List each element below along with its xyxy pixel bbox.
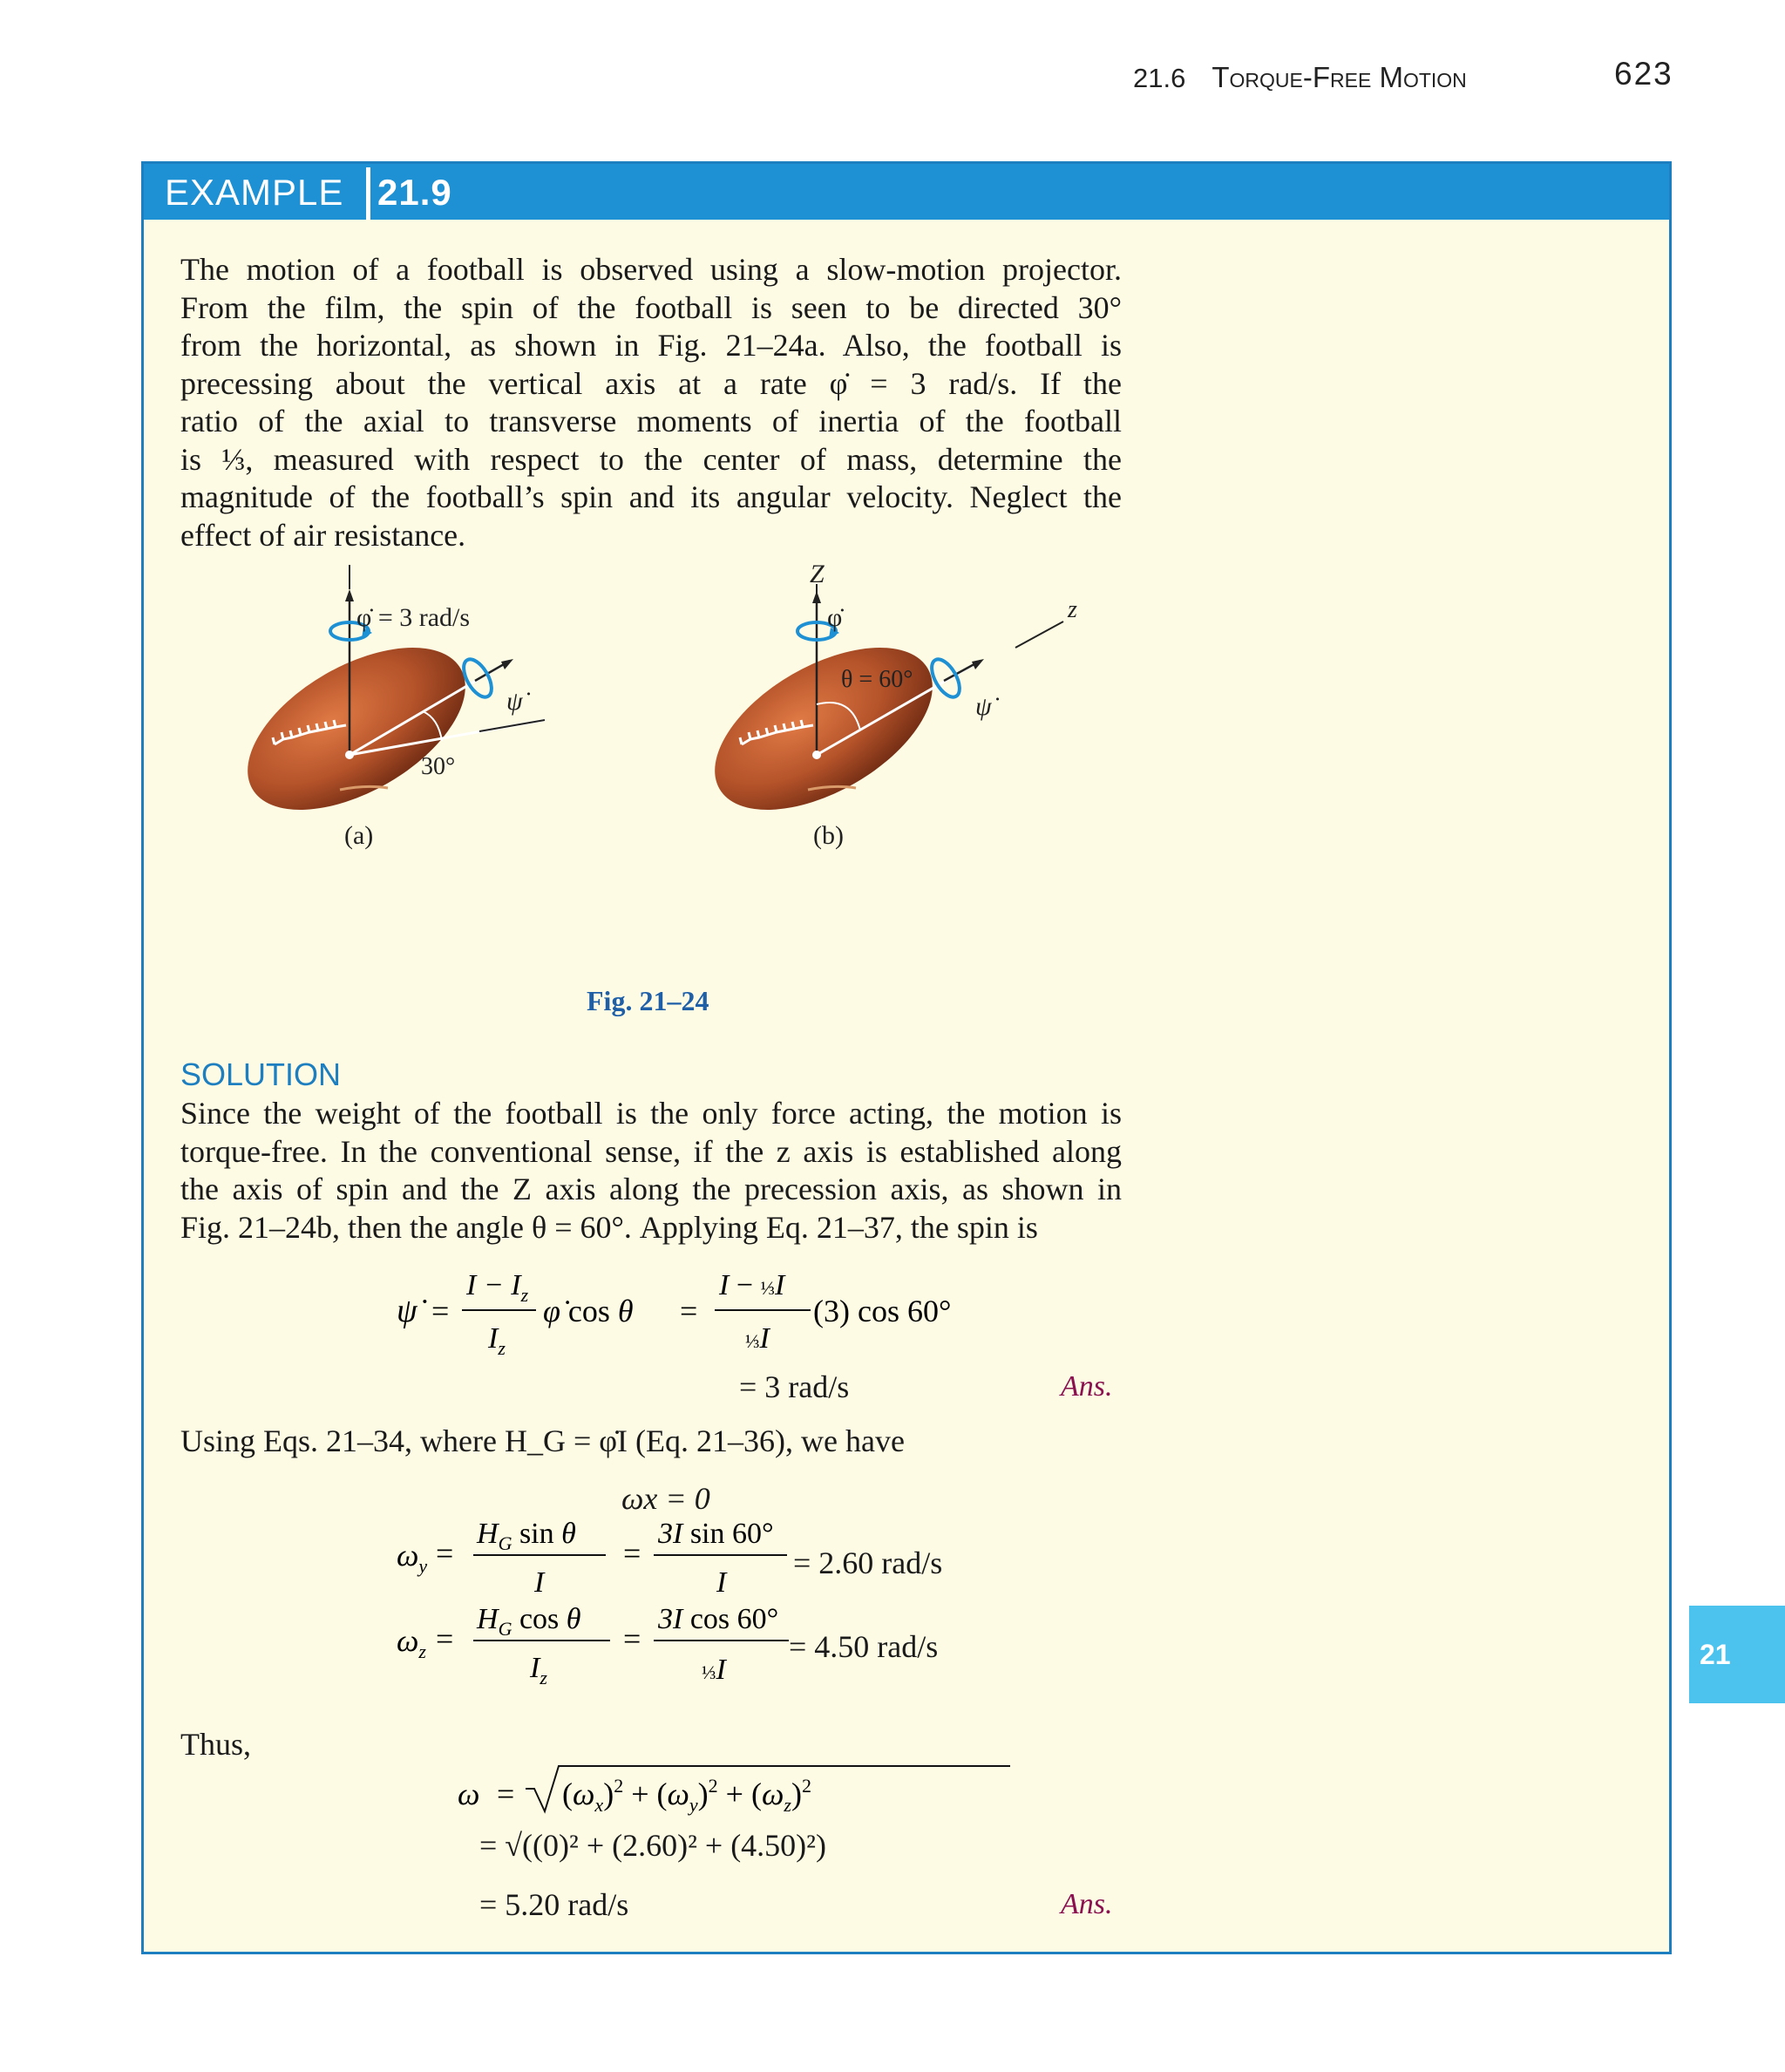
sublabel-b: (b) [813, 821, 844, 850]
omega-x: ωx = 0 [621, 1481, 710, 1516]
omega-y-result: = 2.60 rad/s [793, 1546, 943, 1580]
solution-text [180, 1095, 1122, 1247]
problem-statement [180, 251, 1122, 554]
svg-text:Iz: $I_z$ [488, 1322, 506, 1359]
problem-line: From the film, the spin of the football is seen to be directed 30° [180, 289, 1122, 325]
example-label: EXAMPLE [165, 172, 344, 213]
omega-result: = 5.20 rad/s [479, 1887, 629, 1922]
svg-text:⅓I: ⅓I [745, 1322, 770, 1355]
problem-line: effect of air resistance. [180, 517, 466, 553]
z-label-b: z [1068, 596, 1077, 623]
svg-text:=: = [436, 1621, 454, 1656]
svg-text:Iz: $I_z$ [530, 1652, 547, 1688]
svg-text:=: = [431, 1294, 450, 1328]
sublabel-a: (a) [344, 821, 374, 850]
svg-text:ωz: $\omega_z$ [397, 1623, 426, 1662]
problem-line: precessing about the vertical axis at a rate φ̇ = 3 rad/s. If the [180, 365, 1122, 401]
svg-text:ψ̇: ψ̇ [397, 1293, 417, 1329]
solution-line: the axis of spin and the Z axis along the precession axis, as shown in [180, 1172, 1122, 1206]
theta-label-b: θ = 60° [841, 666, 913, 693]
svg-text:I − ⅓I: I − ⅓I [719, 1269, 785, 1301]
problem-line: ratio of the axial to transverse moments of inertia of the football [180, 404, 1122, 438]
page-number: 623 [1614, 56, 1673, 92]
figure-caption: Fig. 21–24 [587, 985, 709, 1016]
spin-label-b: ψ̇ [975, 692, 992, 721]
problem-line: from the horizontal, as shown in Fig. 21–24a. Also, the football is [180, 328, 1122, 363]
svg-text:=: = [623, 1536, 641, 1571]
solution-line: torque-free. In the conventional sense, if the z axis is established along [180, 1133, 1122, 1169]
solution-line: Fig. 21–24b, then the angle θ = 60°. Applying Eq. 21–37, the spin is [180, 1209, 1038, 1245]
svg-text:φ̇ cos θ: φ̇ cos θ [543, 1294, 634, 1328]
spin-equation [370, 1258, 1155, 1371]
svg-text:(3) cos 60°: (3) cos 60° [813, 1294, 952, 1328]
z-axis-line-b [1015, 622, 1063, 648]
example-box [141, 161, 1672, 1954]
using-line [180, 1423, 1122, 1461]
angle-label-a: 30° [421, 753, 456, 780]
svg-text:HG cos θ: $H_G$ cos θ [477, 1603, 581, 1640]
problem-line: magnitude of the football’s spin and its angular velocity. Neglect the [180, 479, 1122, 514]
omega-magnitude-equation [431, 1761, 1042, 1822]
omega-y-equation [370, 1513, 1155, 1600]
omega-line-2: = √((0)² + (2.60)² + (4.50)²) [479, 1828, 826, 1863]
svg-text:=: = [623, 1621, 641, 1656]
svg-text:3I cos 60°: 3I cos 60° [658, 1603, 779, 1635]
chapter-tab[interactable]: 21 [1689, 1606, 1785, 1703]
football-b [688, 615, 959, 844]
example-title-bar [144, 164, 1669, 220]
figure-21-24 [144, 565, 1190, 983]
answer-marker: Ans. [1061, 1888, 1113, 1920]
svg-text:=: = [497, 1776, 515, 1811]
using-line-text: Using Eqs. 21–34, where H_G = φ̇I (Eq. 21–36), we have [180, 1423, 905, 1458]
football-a [221, 615, 492, 844]
example-number: 21.9 [377, 172, 452, 213]
running-header [1133, 61, 1467, 94]
problem-line: The motion of a football is observed using a slow-motion projector. [180, 252, 1122, 287]
svg-text:ωy: $\omega_y$ [397, 1538, 428, 1577]
omega-z-result: = 4.50 rad/s [789, 1629, 939, 1664]
svg-text:ω: ω [458, 1776, 480, 1811]
svg-text:I − Iz: $I - I_z$ [466, 1269, 529, 1306]
svg-text:=: = [436, 1536, 454, 1571]
svg-text:(ωx)2 + (ωy)2 + (ωz)2: $(\omega_x)^2 + (\omega_y)^2 + (\omega_z)^2$ [562, 1775, 811, 1816]
spin-label-a: ψ̇ [506, 687, 523, 716]
solution-line: Since the weight of the football is the only force acting, the motion is [180, 1096, 1122, 1131]
omega-z-equation [370, 1599, 1155, 1695]
answer-marker: Ans. [1061, 1370, 1113, 1403]
section-title: Torque-Free Motion [1211, 61, 1467, 93]
svg-text:I: I [716, 1566, 727, 1599]
thus-word: Thus, [180, 1727, 251, 1762]
svg-text:HG sin θ: $H_G$ sin θ [477, 1518, 576, 1554]
Z-label-b: Z [810, 565, 825, 588]
rate-label-a: φ̇ = 3 rad/s [356, 603, 471, 632]
rate-label-b: φ̇ [827, 603, 843, 632]
svg-text:I: I [534, 1566, 545, 1599]
example-divider [366, 167, 370, 220]
svg-text:=: = [680, 1294, 698, 1328]
spin-result: = 3 rad/s [739, 1369, 850, 1404]
svg-text:⅓I: ⅓I [702, 1654, 726, 1686]
svg-text:3I sin 60°: 3I sin 60° [658, 1518, 774, 1550]
spin-arrow-b [926, 655, 966, 702]
section-number: 21.6 [1133, 63, 1186, 93]
solution-heading: SOLUTION [180, 1056, 342, 1092]
problem-line: is ⅓, measured with respect to the center of mass, determine the [180, 441, 1122, 477]
